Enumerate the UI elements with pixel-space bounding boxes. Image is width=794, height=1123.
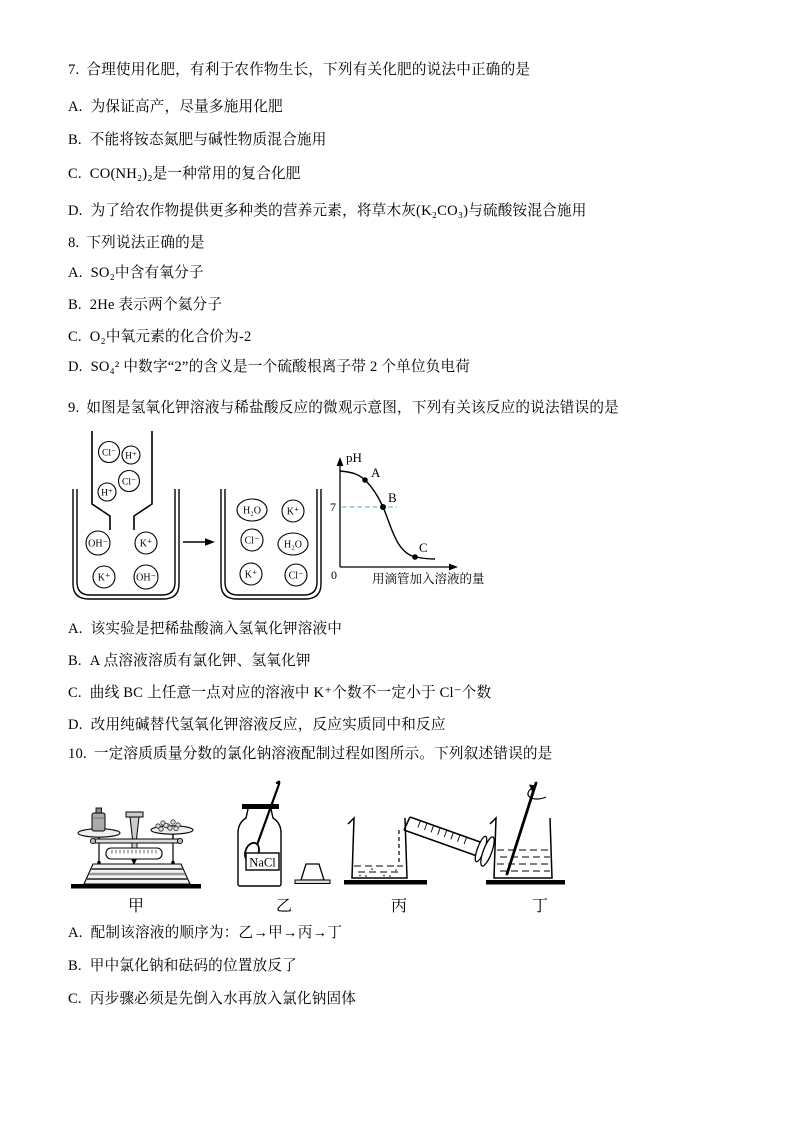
question-9-stem [68, 400, 619, 417]
cl-ion-label: Cl⁻ [244, 535, 260, 547]
oh-ion-label: OH⁻ [136, 572, 156, 584]
h-ion-label: H⁺ [101, 488, 113, 499]
pouring-step [344, 817, 497, 915]
option-label: B. [68, 297, 82, 313]
k-ion-label: K⁺ [139, 538, 153, 550]
ph-graph [330, 450, 485, 586]
x-axis-arrow-icon [449, 564, 458, 571]
point-c-dot [412, 554, 418, 560]
balance-scale [71, 808, 201, 915]
question-8-option-a [68, 265, 204, 282]
question-9-diagram [68, 430, 485, 622]
option-text: O₂中氧元素的化合价为-2 [89, 329, 252, 345]
question-9-option-a [68, 621, 342, 638]
question-8-stem [68, 235, 205, 252]
question-7-option-b [68, 132, 327, 149]
option-text: 配制该溶液的顺序为：乙→甲→丙→丁 [90, 925, 343, 941]
oh-ion-label: OH⁻ [88, 538, 108, 550]
option-label: A. [68, 621, 83, 637]
option-label: C. [68, 685, 82, 701]
question-8-option-c [68, 329, 252, 346]
label-yi: 乙 [275, 898, 293, 915]
question-9-stem-text: 如图是氢氧化钾溶液与稀盐酸反应的微观示意图，下列有关该反应的说法错误的是 [86, 400, 619, 416]
beaker-bing [348, 818, 407, 878]
question-7-number: 7. [68, 62, 80, 78]
option-text: 该实验是把稀盐酸滴入氢氧化钾溶液中 [90, 621, 343, 637]
option-label: C. [68, 991, 82, 1007]
stirring-rod [507, 783, 536, 874]
bottle-stopper [295, 864, 330, 884]
question-7-option-c [68, 166, 301, 183]
y-axis-arrow-icon [337, 457, 344, 466]
cl-ion-label: Cl⁻ [102, 448, 116, 459]
option-text: 曲线 BC 上任意一点对应的溶液中 K⁺个数不一定小于 Cl⁻个数 [89, 685, 492, 701]
point-a-dot [362, 477, 368, 483]
option-text: SO₂中含有氧分子 [90, 265, 204, 281]
option-text: 为了给农作物提供更多种类的营养元素，将草木灰(K₂CO₃)与硫酸铵混合施用 [90, 203, 587, 219]
option-label: C. [68, 166, 82, 182]
spoon [242, 782, 279, 864]
question-10-option-c [68, 991, 356, 1008]
label-ding: 丁 [531, 898, 549, 915]
point-c-label: C [419, 540, 428, 555]
option-text: 为保证高产，尽量多施用化肥 [90, 99, 283, 115]
option-text: A 点溶液溶质有氯化钾、氢氧化钾 [89, 653, 311, 669]
option-text: 改用纯碱替代氢氧化钾溶液反应，反应实质同中和反应 [90, 717, 446, 733]
k-ion-label: K⁺ [97, 572, 111, 584]
question-7-stem-text: 合理使用化肥，有利于农作物生长，下列有关化肥的说法中正确的是 [86, 62, 531, 78]
question-10-number: 10. [68, 746, 87, 762]
question-9-number: 9. [68, 400, 80, 416]
label-bing: 丙 [390, 898, 408, 915]
liquid-dashes [354, 866, 403, 872]
option-label: A. [68, 99, 83, 115]
question-10-option-a [68, 925, 342, 942]
graduated-cylinder [404, 817, 497, 867]
option-text: 2He 表示两个氦分子 [89, 297, 223, 313]
y-axis-label: pH [346, 450, 362, 465]
question-8-stem-text: 下列说法正确的是 [86, 235, 205, 251]
option-text: 甲中氯化钠和砝码的位置放反了 [89, 958, 297, 974]
x-axis-label: 用滴管加入溶液的量 [372, 572, 485, 586]
reagent-bottle [238, 782, 330, 915]
option-text: CO(NH₂)₂是一种常用的复合化肥 [89, 166, 301, 182]
option-text: 不能将铵态氮肥与碱性物质混合施用 [89, 132, 327, 148]
option-label: B. [68, 132, 82, 148]
option-label: B. [68, 653, 82, 669]
option-label: C. [68, 329, 82, 345]
question-10-stem [68, 746, 552, 763]
label-jia: 甲 [127, 898, 145, 915]
option-label: D. [68, 359, 83, 375]
salt-pile [156, 820, 180, 831]
origin-label: 0 [331, 568, 337, 582]
bottle-label-text: NaCl [249, 855, 276, 870]
point-b-label: B [388, 490, 397, 505]
question-8-option-b [68, 297, 222, 314]
point-b-dot [380, 504, 386, 510]
option-text: SO₄² 中数字“2”的含义是一个硫酸根离子带 2 个单位负电荷 [90, 359, 471, 375]
reaction-arrow-icon [183, 538, 215, 546]
question-9-option-d [68, 717, 446, 734]
option-text: 丙步骤必须是先倒入水再放入氯化钠固体 [89, 991, 357, 1007]
stirring-step [486, 783, 565, 915]
h-ion-label: H⁺ [125, 451, 137, 462]
option-label: B. [68, 958, 82, 974]
k-ion-label: K⁺ [286, 506, 300, 518]
cl-ion-label: Cl⁻ [122, 477, 136, 488]
option-label: D. [68, 717, 83, 733]
option-label: D. [68, 203, 83, 219]
question-9-option-b [68, 653, 311, 670]
k-ion-label: K⁺ [244, 569, 258, 581]
question-8-number: 8. [68, 235, 80, 251]
question-10-figure [60, 778, 575, 920]
cl-ion-label: Cl⁻ [288, 570, 304, 582]
option-label: A. [68, 265, 83, 281]
weight [92, 808, 105, 831]
point-a-label: A [371, 465, 381, 480]
question-10-option-b [68, 958, 297, 975]
question-7-stem [68, 62, 530, 79]
option-label: A. [68, 925, 83, 941]
ph7-tick-label: 7 [330, 500, 336, 514]
h2o-label: H₂O [243, 505, 261, 517]
question-7-option-d [68, 203, 587, 220]
question-10-stem-text: 一定溶质质量分数的氯化钠溶液配制过程如图所示。下列叙述错误的是 [93, 746, 553, 762]
question-8-option-d [68, 359, 470, 376]
question-7-option-a [68, 99, 283, 116]
liquid-dashes [497, 850, 550, 871]
h2o-label: H₂O [284, 539, 302, 551]
question-9-option-c [68, 685, 491, 702]
